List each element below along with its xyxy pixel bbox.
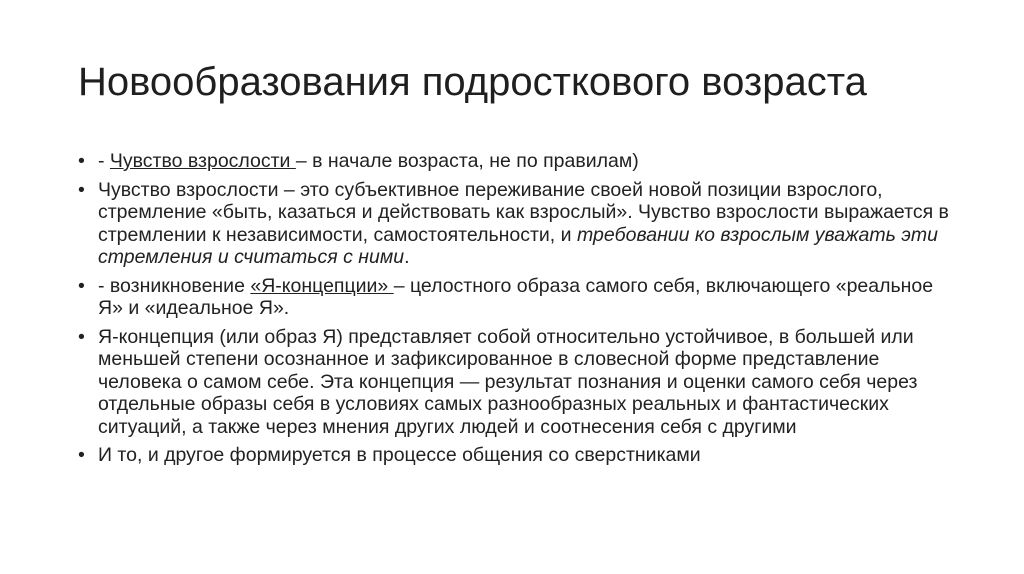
bullet-2-italic-text: требовании ко взрослым уважать эти стремления и считаться с ними — [98, 223, 938, 268]
bullet-item-5 — [78, 444, 958, 467]
bullet-item-4 — [78, 326, 958, 439]
bullet-2-text: Чувство взрослости – это субъективное переживание своей новой позиции взрослого, стремление «быть, казаться и действовать как взрослый». Чувство взрослости выражается в стремлении к независимости, самостоятельности, и — [98, 178, 949, 246]
bullet-5-text: И то, и другое формируется в процессе общения со сверстниками — [98, 444, 701, 466]
bullet-1-prefix: - — [98, 150, 110, 172]
bullet-1-underlined-term: Чувство взрослости — [109, 150, 296, 172]
bullet-3-underlined-term: «Я-концепции» — [250, 274, 394, 297]
bullet-3-prefix: - возникновение — [98, 274, 251, 297]
bullet-item-2 — [78, 179, 958, 269]
bullet-4-text: Я-концепция (или образ Я) представляет собой относительно устойчивое, в большей или меньшей степени осознанное и зафиксированное в словесной форме представление человека о самом себе. Эта концепция — результат познания и оценки самого себя через отдельные образы себя в условиях самых разнообразных реальных и фантастических ситуаций, а также через мнения других людей и соотнесения себя с другими — [98, 325, 918, 438]
bullet-list — [78, 150, 958, 473]
bullet-item-1 — [78, 150, 958, 173]
slide-title: Новообразования подросткового возраста — [78, 60, 867, 104]
bullet-3-text: – целостного образа самого себя, включающего «реальное Я» и «идеальное Я». — [98, 274, 934, 319]
bullet-2-end: . — [404, 246, 410, 268]
bullet-1-text: – в начале возраста, не по правилам) — [295, 150, 639, 172]
bullet-item-3 — [78, 275, 958, 320]
